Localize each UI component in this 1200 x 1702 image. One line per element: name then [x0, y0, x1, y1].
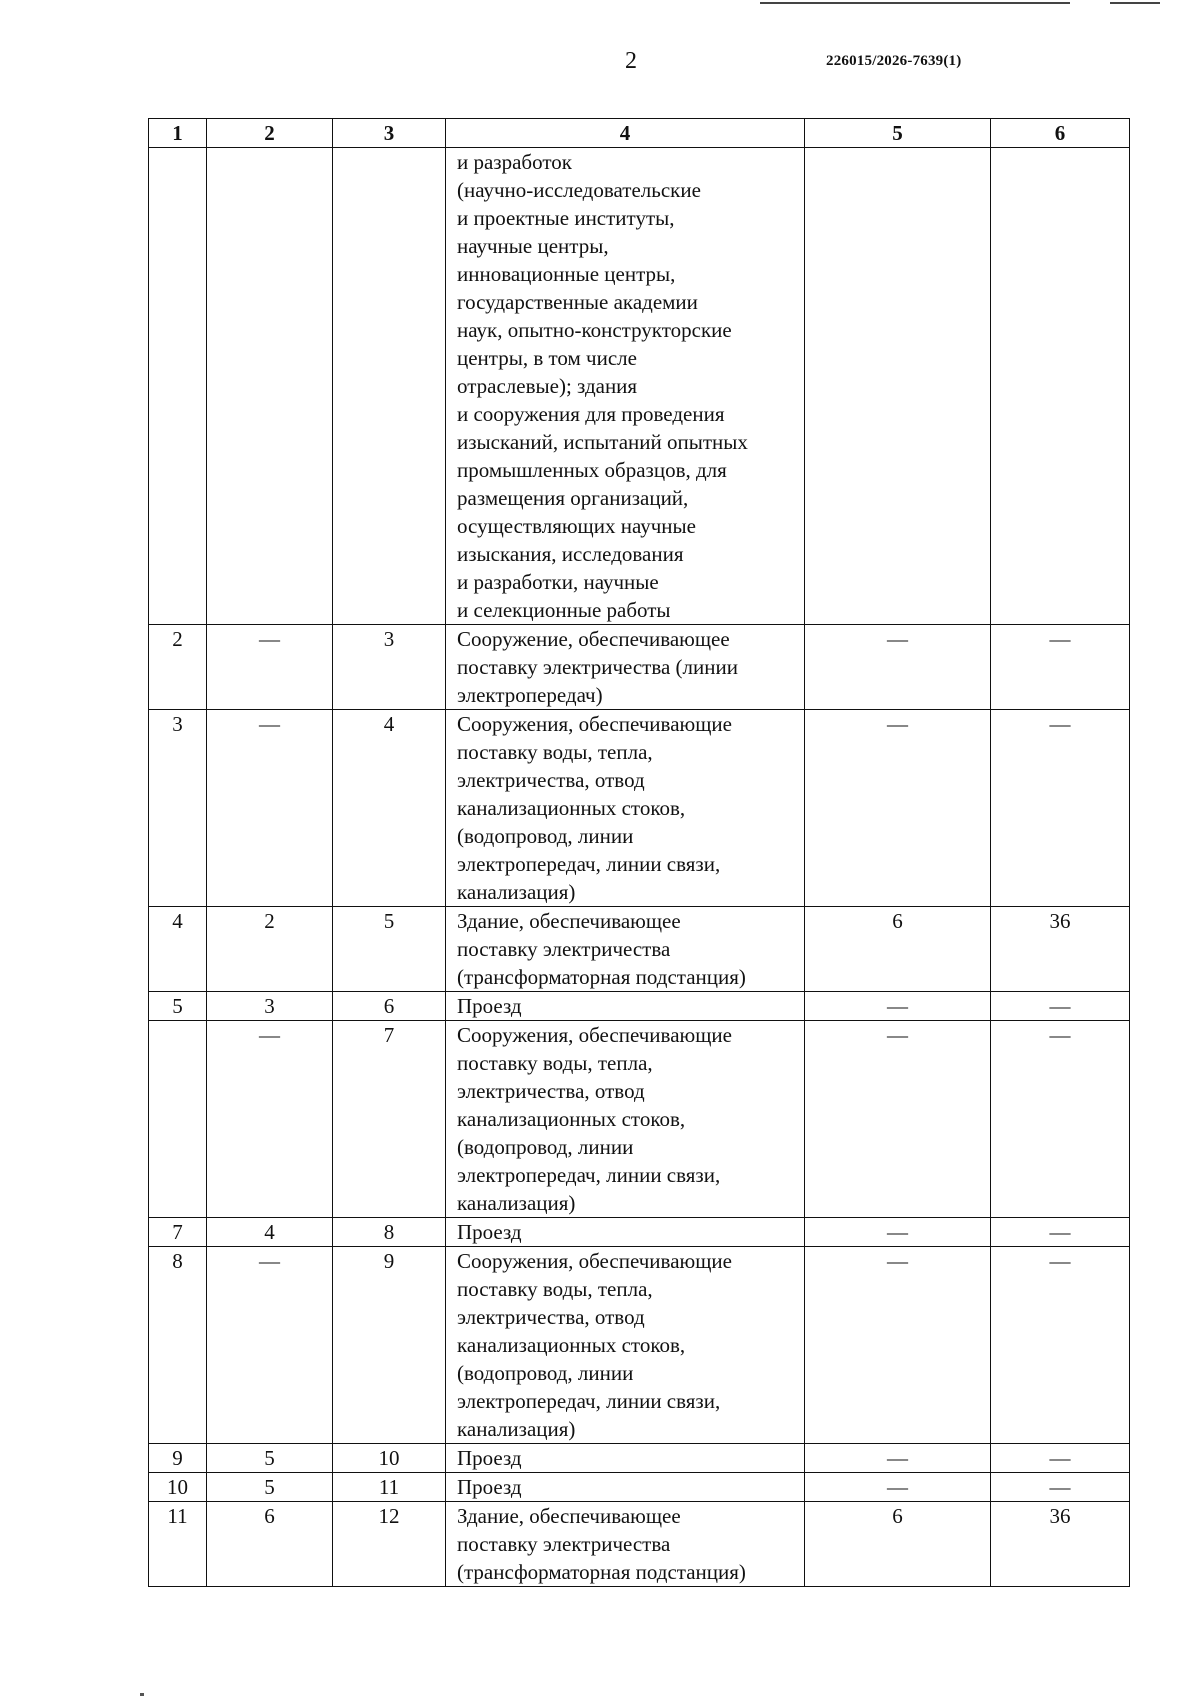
column-header-5: 5	[805, 119, 991, 148]
table-cell-col-3: 12	[333, 1502, 446, 1587]
table-row	[149, 907, 1130, 992]
table-cell-col-1: 2	[149, 625, 207, 710]
table-cell-col-5: —	[805, 1247, 991, 1444]
table-cell-col-4: Сооружение, обеспечивающее поставку электричества (линии электропередач)	[446, 625, 805, 710]
table-cell-col-2	[207, 148, 333, 625]
table-cell-col-1	[149, 1021, 207, 1218]
table-cell-col-4: Проезд	[446, 1444, 805, 1473]
table-cell-col-5: —	[805, 1473, 991, 1502]
table-cell-col-4: Здание, обеспечивающее поставку электричества (трансформаторная подстанция)	[446, 1502, 805, 1587]
table-cell-col-1	[149, 148, 207, 625]
data-table	[148, 118, 1130, 1587]
table-cell-col-3: 4	[333, 710, 446, 907]
table-cell-col-5: —	[805, 1218, 991, 1247]
table-row	[149, 1444, 1130, 1473]
table-cell-col-2: 5	[207, 1444, 333, 1473]
table-cell-col-5: —	[805, 1021, 991, 1218]
table-cell-col-4: Проезд	[446, 992, 805, 1021]
table-cell-col-4: Здание, обеспечивающее поставку электричества (трансформаторная подстанция)	[446, 907, 805, 992]
header-row	[149, 119, 1130, 148]
document-reference: 226015/2026-7639(1)	[826, 53, 962, 69]
table-row	[149, 148, 1130, 625]
table-row	[149, 992, 1130, 1021]
table-cell-col-1: 5	[149, 992, 207, 1021]
table-cell-col-2: 5	[207, 1473, 333, 1502]
table-row	[149, 1473, 1130, 1502]
table-cell-col-2: 4	[207, 1218, 333, 1247]
table-cell-col-4: и разработок (научно-исследовательские и проектные институты, научные центры, инновационные центры, государственные академии наук, опытно-конструкторские центры, в том числе отраслевые); здания и сооружения для проведения изысканий, испытаний опытных промышленных образцов, для размещения организаций, осуществляющих научные изыскания, исследования и разработки, научные и селекционные работы	[446, 148, 805, 625]
table-cell-col-1: 11	[149, 1502, 207, 1587]
table-cell-col-3: 3	[333, 625, 446, 710]
table-cell-col-6: —	[991, 1444, 1130, 1473]
table-cell-col-6: —	[991, 1021, 1130, 1218]
table-cell-col-1: 3	[149, 710, 207, 907]
table-cell-col-2: —	[207, 1021, 333, 1218]
table-row	[149, 710, 1130, 907]
table-cell-col-2: 2	[207, 907, 333, 992]
table-cell-col-1: 8	[149, 1247, 207, 1444]
table-cell-col-1: 10	[149, 1473, 207, 1502]
column-header-4: 4	[446, 119, 805, 148]
top-scan-rule	[760, 2, 1070, 4]
column-header-3: 3	[333, 119, 446, 148]
table-row	[149, 1247, 1130, 1444]
table-row	[149, 1218, 1130, 1247]
table-cell-col-4: Проезд	[446, 1218, 805, 1247]
table-cell-col-2: —	[207, 1247, 333, 1444]
table-cell-col-4: Сооружения, обеспечивающие поставку воды, тепла, электричества, отвод канализационных стоков, (водопровод, линии электропередач, линии связи, канализация)	[446, 1247, 805, 1444]
table-cell-col-2: —	[207, 710, 333, 907]
table-cell-col-6: 36	[991, 907, 1130, 992]
table-cell-col-4: Проезд	[446, 1473, 805, 1502]
table-cell-col-3: 6	[333, 992, 446, 1021]
table-cell-col-2: —	[207, 625, 333, 710]
column-header-1: 1	[149, 119, 207, 148]
table-cell-col-3	[333, 148, 446, 625]
table-cell-col-1: 9	[149, 1444, 207, 1473]
top-scan-rule-short	[1110, 2, 1160, 4]
table-cell-col-6: —	[991, 710, 1130, 907]
table-cell-col-6: —	[991, 992, 1130, 1021]
scan-speck	[140, 1693, 144, 1696]
table-cell-col-5: —	[805, 710, 991, 907]
table-cell-col-5: —	[805, 992, 991, 1021]
table-cell-col-6: 36	[991, 1502, 1130, 1587]
table-cell-col-6: —	[991, 1247, 1130, 1444]
table-cell-col-3: 5	[333, 907, 446, 992]
table-cell-col-2: 3	[207, 992, 333, 1021]
table-cell-col-1: 4	[149, 907, 207, 992]
table-cell-col-4: Сооружения, обеспечивающие поставку воды, тепла, электричества, отвод канализационных стоков, (водопровод, линии электропередач, линии связи, канализация)	[446, 710, 805, 907]
table-row	[149, 625, 1130, 710]
table-cell-col-5	[805, 148, 991, 625]
table-cell-col-1: 7	[149, 1218, 207, 1247]
table-cell-col-6	[991, 148, 1130, 625]
table-cell-col-5: 6	[805, 1502, 991, 1587]
table-cell-col-5: 6	[805, 907, 991, 992]
column-header-6: 6	[991, 119, 1130, 148]
table-cell-col-6: —	[991, 625, 1130, 710]
table-cell-col-3: 7	[333, 1021, 446, 1218]
table-cell-col-4: Сооружения, обеспечивающие поставку воды, тепла, электричества, отвод канализационных стоков, (водопровод, линии электропередач, линии связи, канализация)	[446, 1021, 805, 1218]
table-row	[149, 1021, 1130, 1218]
table-cell-col-2: 6	[207, 1502, 333, 1587]
table-cell-col-3: 11	[333, 1473, 446, 1502]
table-body	[149, 148, 1130, 1587]
table-cell-col-5: —	[805, 1444, 991, 1473]
page-number: 2	[625, 48, 637, 74]
table-cell-col-3: 10	[333, 1444, 446, 1473]
table-cell-col-3: 8	[333, 1218, 446, 1247]
column-header-2: 2	[207, 119, 333, 148]
table-cell-col-6: —	[991, 1218, 1130, 1247]
table-cell-col-3: 9	[333, 1247, 446, 1444]
table-row	[149, 1502, 1130, 1587]
table-header	[149, 119, 1130, 148]
table-cell-col-6: —	[991, 1473, 1130, 1502]
table-cell-col-5: —	[805, 625, 991, 710]
